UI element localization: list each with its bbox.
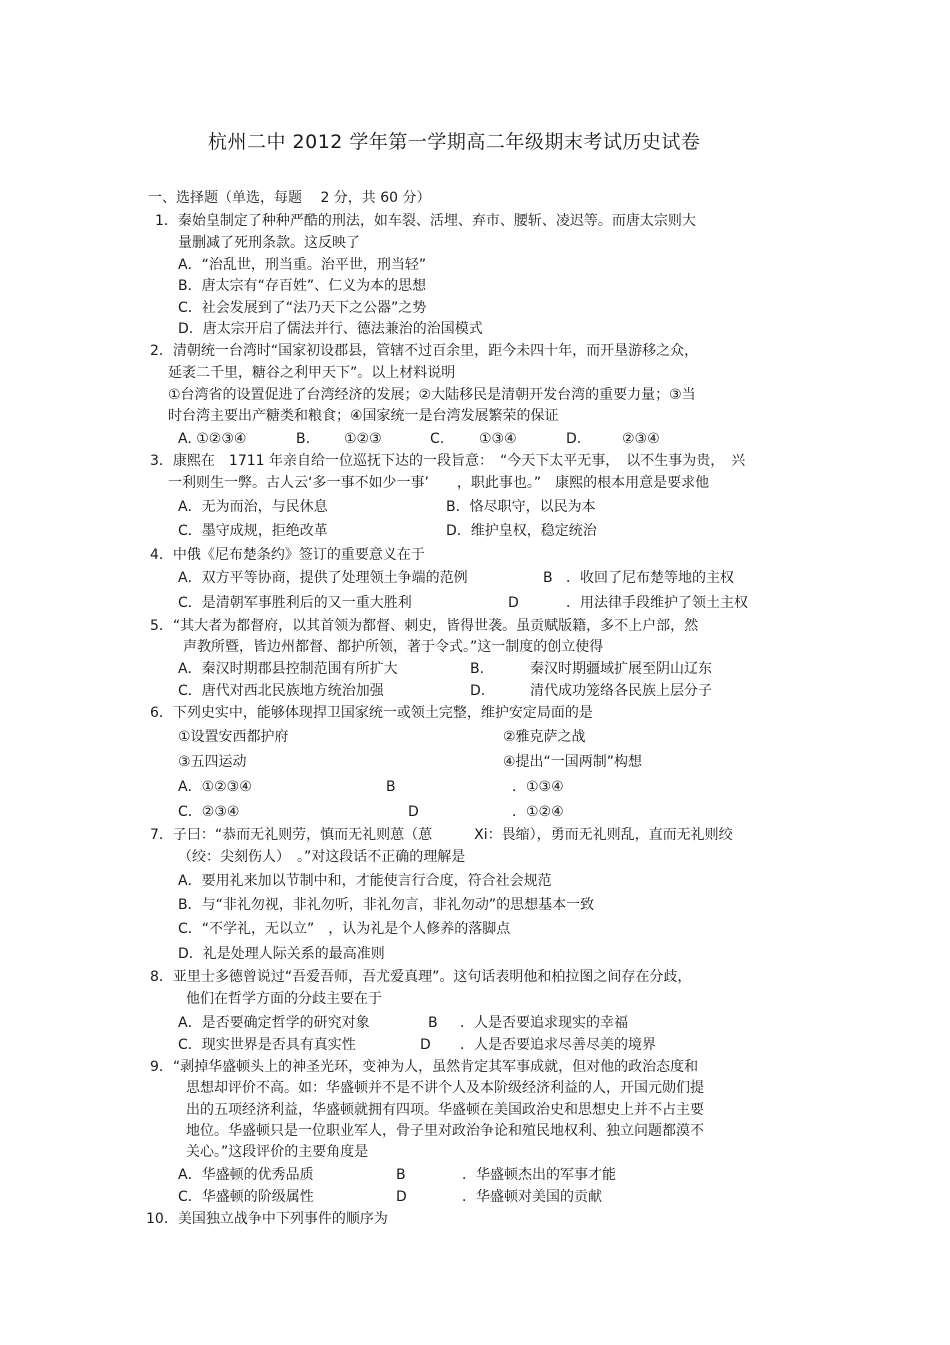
q2-stem-line4: 时台湾主要出产糖类和粮食；④国家统一是台湾发展繁荣的保证 xyxy=(168,408,559,424)
q7-stem-line1: 7．子曰：“恭而无礼则劳，慎而无礼则葸（葸 Xi：畏缩），勇而无礼则乱，直而无礼则绞 xyxy=(150,827,733,843)
q4-stem-line1: 4．中俄《尼布楚条约》签订的重要意义在于 xyxy=(150,547,425,563)
q9-stem-line1: 9．“剥掉华盛顿头上的神圣光环，变神为人，虽然肯定其军事成就，但对他的政治态度和 xyxy=(150,1059,699,1075)
q6-option-b-label: B xyxy=(386,779,396,795)
q2-option-d-label: D. xyxy=(566,431,582,447)
q4-option-d: ．用法律手段维护了领土主权 xyxy=(566,595,748,611)
q5-option-c: C．唐代对西北民族地方统治加强 xyxy=(178,683,384,699)
q6-item-2: ②雅克萨之战 xyxy=(503,729,586,745)
exam-title: 杭州二中 2012 学年第一学期高二年级期末考试历史试卷 xyxy=(208,131,701,153)
q2-option-c: ①③④ xyxy=(479,431,517,447)
q5-stem-line1: 5．“其大者为都督府，以其首领为都督、刺史，皆得世袭。虽贡赋版籍，多不上户部，然 xyxy=(150,618,699,634)
q8-stem-line1: 8．亚里士多德曾说过“吾爱吾师，吾尤爱真理”。这句话表明他和柏拉图之间存在分歧， xyxy=(150,969,692,985)
q9-option-d-label: D xyxy=(396,1189,407,1205)
q6-item-3: ③五四运动 xyxy=(178,754,247,770)
q2-option-b-label: B. xyxy=(296,431,311,447)
q8-option-c: C．现实世界是否具有真实性 xyxy=(178,1037,356,1053)
q2-option-a: A. ①②③④ xyxy=(178,431,247,447)
q8-stem-line2: 他们在哲学方面的分歧主要在于 xyxy=(186,991,382,1007)
q7-option-d: D．礼是处理人际关系的最高准则 xyxy=(178,946,385,962)
q1-option-c: C．社会发展到了“法乃天下之公器”之势 xyxy=(178,300,427,316)
q8-option-d: ．人是否要追求尽善尽美的境界 xyxy=(460,1037,656,1053)
q8-option-d-label: D xyxy=(420,1037,431,1053)
q1-option-d: D．唐太宗开启了儒法并行、德法兼治的治国模式 xyxy=(178,321,483,337)
q6-option-d-label: D xyxy=(408,804,419,820)
q4-option-c: C．是清朝军事胜利后的又一重大胜利 xyxy=(178,595,412,611)
q9-option-d: ．华盛顿对美国的贡献 xyxy=(462,1189,602,1205)
q5-option-d: 清代成功笼络各民族上层分子 xyxy=(530,683,712,699)
q8-option-a: A．是否要确定哲学的研究对象 xyxy=(178,1015,370,1031)
q3-stem-line2: 一利则生一弊。古人云‘多一事不如少一事’ ，职此事也。” 康熙的根本用意是要求他 xyxy=(168,475,710,491)
q9-stem-line5: 关心。”这段评价的主要角度是 xyxy=(186,1144,369,1160)
q3-option-c: C．墨守成规，拒绝改革 xyxy=(178,523,328,539)
q6-option-a: A．①②③④ xyxy=(178,779,252,795)
q3-option-b: B．恪尽职守，以民为本 xyxy=(446,499,596,515)
q4-option-d-label: D xyxy=(508,595,519,611)
q5-stem-line2: 声教所暨，皆边州都督、都护所领，著于令式。”这一制度的创立使得 xyxy=(183,639,604,655)
q1-stem-line1: 1．秦始皇制定了种种严酷的刑法，如车裂、活埋、弃市、腰斩、凌迟等。而唐太宗则大 xyxy=(155,213,696,229)
q9-stem-line4: 地位。华盛顿只是一位职业军人，骨子里对政治争论和殖民地权利、独立问题都漠不 xyxy=(186,1123,704,1139)
q7-option-b: B．与“非礼勿视，非礼勿听，非礼勿言，非礼勿动”的思想基本一致 xyxy=(178,897,595,913)
q9-option-b: ．华盛顿杰出的军事才能 xyxy=(462,1167,616,1183)
q8-option-b: ．人是否要追求现实的幸福 xyxy=(460,1015,628,1031)
q2-stem-line3: ①台湾省的设置促进了台湾经济的发展；②大陆移民是清朝开发台湾的重要力量；③当 xyxy=(168,387,696,403)
q3-stem-line1: 3．康熙在 1711 年亲自给一位巡抚下达的一段旨意： “今天下太平无事， 以不生事为贵， 兴 xyxy=(150,453,746,469)
q4-option-b: ．收回了尼布楚等地的主权 xyxy=(566,570,734,586)
q7-option-a: A．要用礼来加以节制中和，才能使言行合度，符合社会规范 xyxy=(178,873,552,889)
q6-option-b: ．①③④ xyxy=(512,779,564,795)
q2-stem-line1: 2．清朝统一台湾时“国家初设郡县，管辖不过百余里，距今未四十年，而开垦游移之众， xyxy=(150,343,699,359)
q2-stem-line2: 延袤二千里，糖谷之利甲天下”。以上材料说明 xyxy=(168,365,456,381)
q6-option-d: ．①②④ xyxy=(512,804,564,820)
q1-option-a: A．“治乱世，刑当重。治平世，刑当轻” xyxy=(178,257,427,273)
q5-option-a: A．秦汉时期郡县控制范围有所扩大 xyxy=(178,661,398,677)
q5-option-b: 秦汉时期疆域扩展至阴山辽东 xyxy=(530,661,712,677)
q5-option-b-label: B. xyxy=(470,661,485,677)
q9-stem-line2: 思想却评价不高。如：华盛顿并不是不讲个人及本阶级经济利益的人，开国元勋们提 xyxy=(186,1080,704,1096)
q4-option-a: A．双方平等协商，提供了处理领土争端的范例 xyxy=(178,570,468,586)
q4-option-b-label: B xyxy=(543,570,553,586)
q2-option-b: ①②③ xyxy=(344,431,382,447)
q7-option-c: C．“不学礼，无以立” ，认为礼是个人修养的落脚点 xyxy=(178,921,511,937)
q6-option-c: C．②③④ xyxy=(178,804,240,820)
q10-stem-line1: 10．美国独立战争中下列事件的顺序为 xyxy=(146,1211,388,1227)
q7-stem-line2: （绞：尖刻伤人） 。”对这段话不正确的理解是 xyxy=(178,849,466,865)
section-heading: 一、选择题（单选，每题 2 分，共 60 分） xyxy=(148,190,431,206)
q2-option-c-label: C. xyxy=(430,431,445,447)
q2-option-d: ②③④ xyxy=(622,431,660,447)
q8-option-b-label: B xyxy=(428,1015,438,1031)
q5-option-d-label: D. xyxy=(470,683,486,699)
q3-option-a: A．无为而治，与民休息 xyxy=(178,499,328,515)
q6-stem-line1: 6．下列史实中，能够体现捍卫国家统一或领土完整，维护安定局面的是 xyxy=(150,705,593,721)
q6-item-1: ①设置安西都护府 xyxy=(178,729,289,745)
q9-stem-line3: 出的五项经济利益，华盛顿就拥有四项。华盛顿在美国政治史和思想史上并不占主要 xyxy=(186,1102,704,1118)
q9-option-a: A．华盛顿的优秀品质 xyxy=(178,1167,314,1183)
q1-option-b: B．唐太宗有“存百姓”、仁义为本的思想 xyxy=(178,278,427,294)
q1-stem-line2: 量删减了死刑条款。这反映了 xyxy=(178,235,360,251)
q6-item-4: ④提出“一国两制”构想 xyxy=(503,754,643,770)
q9-option-b-label: B xyxy=(396,1167,406,1183)
q9-option-c: C．华盛顿的阶级属性 xyxy=(178,1189,314,1205)
q3-option-d: D．维护皇权，稳定统治 xyxy=(446,523,597,539)
